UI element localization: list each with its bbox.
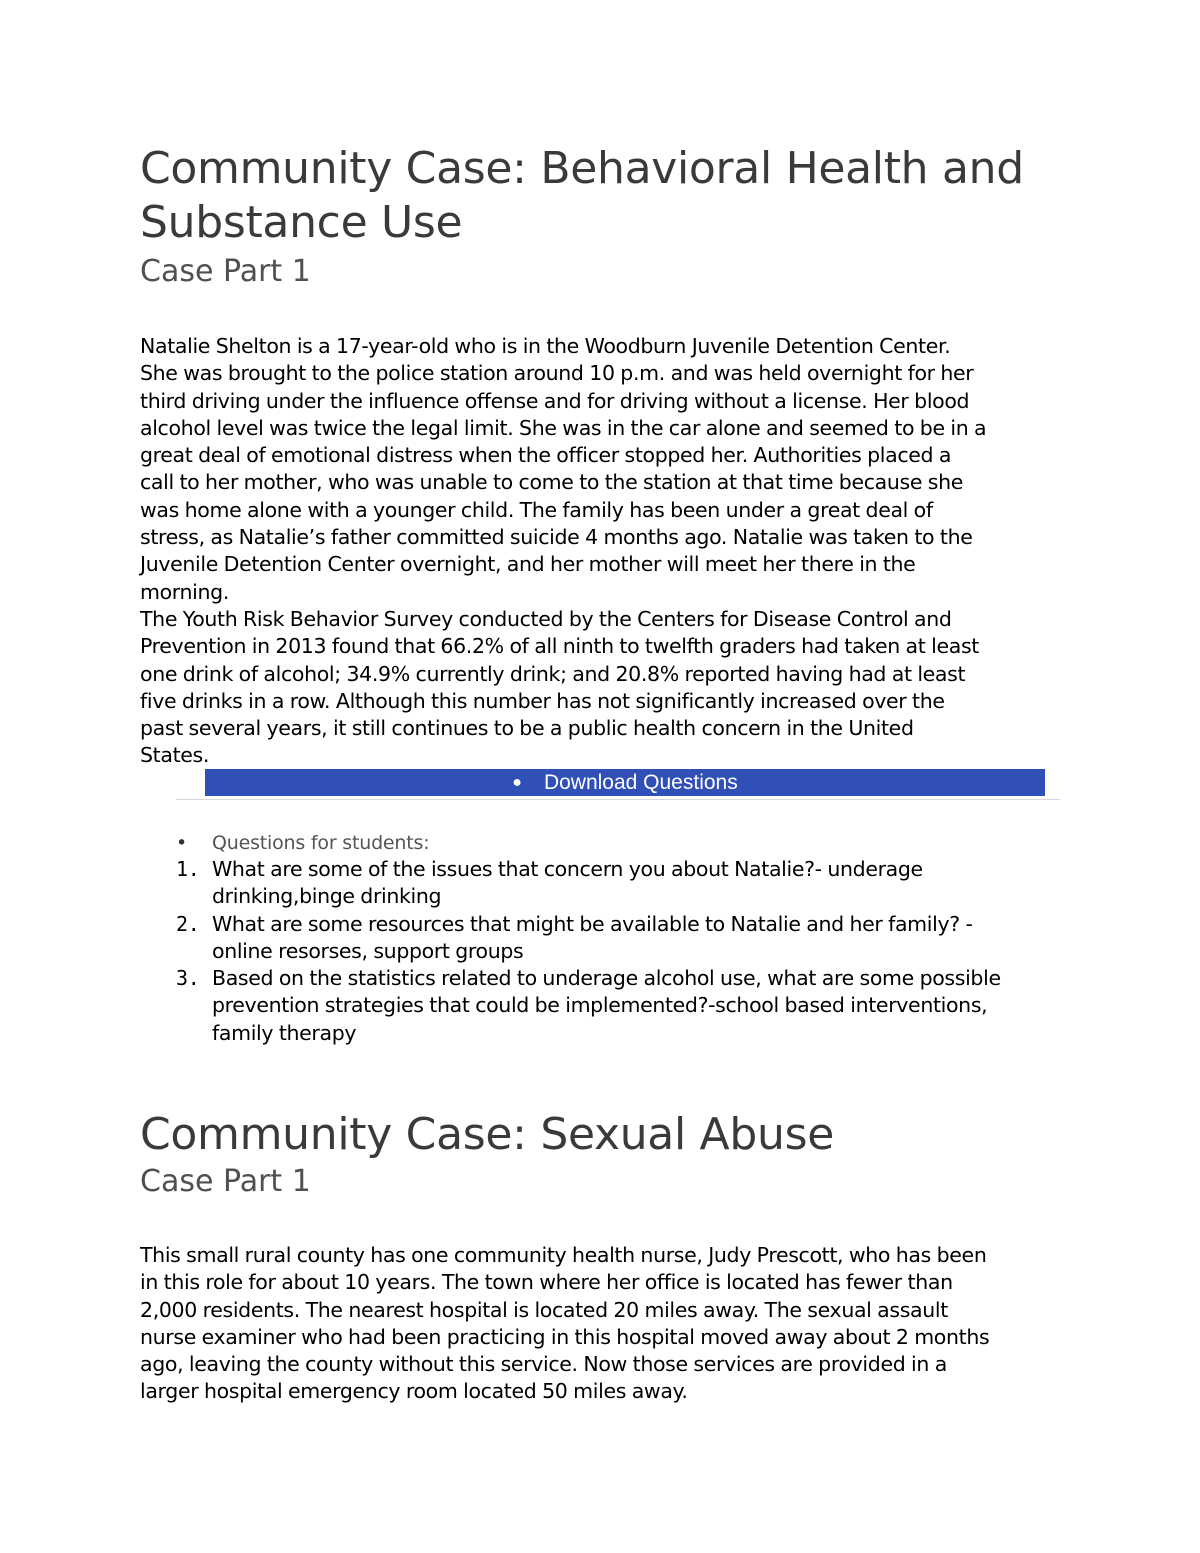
text-line: nurse examiner who had been practicing in this hospital moved away about 2 months — [140, 1324, 990, 1349]
case1-paragraph-narrative — [140, 333, 1065, 606]
text-line: alcohol level was twice the legal limit. She was in the car alone and seemed to be in a — [140, 415, 987, 440]
question-item — [176, 965, 1076, 1047]
text-line: prevention strategies that could be implemented?-school based interventions, — [212, 993, 988, 1018]
text-line: This small rural county has one community health nurse, Judy Prescott, who has been — [140, 1243, 987, 1267]
case2-header — [140, 1108, 1060, 1202]
case1-title — [140, 142, 1060, 250]
question-item — [176, 856, 1076, 911]
case2-title: Community Case: Sexual Abuse — [140, 1109, 834, 1160]
text-line: drinking,binge drinking — [212, 884, 442, 909]
text-line: family therapy — [212, 1020, 357, 1045]
text-line: What are some of the issues that concern you about Natalie?- underage — [212, 857, 923, 881]
text-line: ago, leaving the county without this service. Now those services are provided in a — [140, 1352, 947, 1377]
text-line: Based on the statistics related to underage alcohol use, what are some possible — [212, 966, 1001, 991]
questions-header — [176, 830, 429, 857]
text-line: five drinks in a row. Although this number has not significantly increased over the — [140, 688, 945, 713]
text-line: morning. — [140, 579, 229, 604]
question-item — [176, 911, 1076, 966]
text-line: Natalie Shelton is a 17-year-old who is in the Woodburn Juvenile Detention Center. — [140, 334, 951, 358]
case1-header — [140, 142, 1060, 292]
case1-title-line1: Community Case: Behavioral Health and — [140, 143, 1024, 194]
text-line: What are some resources that might be available to Natalie and her family? - — [212, 911, 973, 936]
text-line: call to her mother, who was unable to come to the station at that time because she — [140, 470, 963, 495]
text-line: She was brought to the police station around 10 p.m. and was held overnight for her — [140, 361, 974, 386]
case2-paragraph — [140, 1242, 1065, 1406]
text-line: third driving under the influence offense and for driving without a license. Her blood — [140, 388, 970, 413]
text-line: was home alone with a younger child. The family has been under a great deal of — [140, 497, 933, 522]
text-line: 2,000 residents. The nearest hospital is located 20 miles away. The sexual assault — [140, 1297, 948, 1322]
case1-paragraph-statistics — [140, 606, 1065, 770]
text-line: past several years, it still continues to be a public health concern in the United — [140, 716, 914, 741]
text-line: larger hospital emergency room located 50 miles away. — [140, 1379, 688, 1404]
question-number: 1. — [176, 857, 200, 881]
download-section — [176, 769, 1060, 800]
text-line: in this role for about 10 years. The town where her office is located has fewer than — [140, 1270, 953, 1295]
question-number: 2. — [176, 911, 200, 936]
questions-header-label: Questions for students: — [212, 832, 430, 854]
text-line: one drink of alcohol; 34.9% currently drink; and 20.8% reported having had at least — [140, 661, 966, 686]
question-number: 3. — [176, 966, 200, 991]
bullet-icon: • — [176, 832, 188, 854]
questions-list — [176, 856, 1076, 1047]
case2-subtitle: Case Part 1 — [140, 1164, 311, 1199]
download-questions-label: Download Questions — [543, 771, 738, 794]
text-line: The Youth Risk Behavior Survey conducted by the Centers for Disease Control and — [140, 607, 952, 631]
text-line: Juvenile Detention Center overnight, and her mother will meet her there in the — [140, 552, 916, 577]
case1-title-line2: Substance Use — [140, 197, 463, 248]
case1-subtitle: Case Part 1 — [140, 254, 311, 289]
text-line: States. — [140, 743, 210, 768]
download-questions-button[interactable] — [205, 769, 1045, 796]
text-line: Prevention in 2013 found that 66.2% of all ninth to twelfth graders had taken at least — [140, 634, 979, 659]
text-line: stress, as Natalie’s father committed suicide 4 months ago. Natalie was taken to the — [140, 525, 973, 550]
bullet-icon: ● — [512, 774, 522, 791]
text-line: online resorses, support groups — [212, 938, 524, 963]
text-line: great deal of emotional distress when the officer stopped her. Authorities placed a — [140, 443, 952, 468]
